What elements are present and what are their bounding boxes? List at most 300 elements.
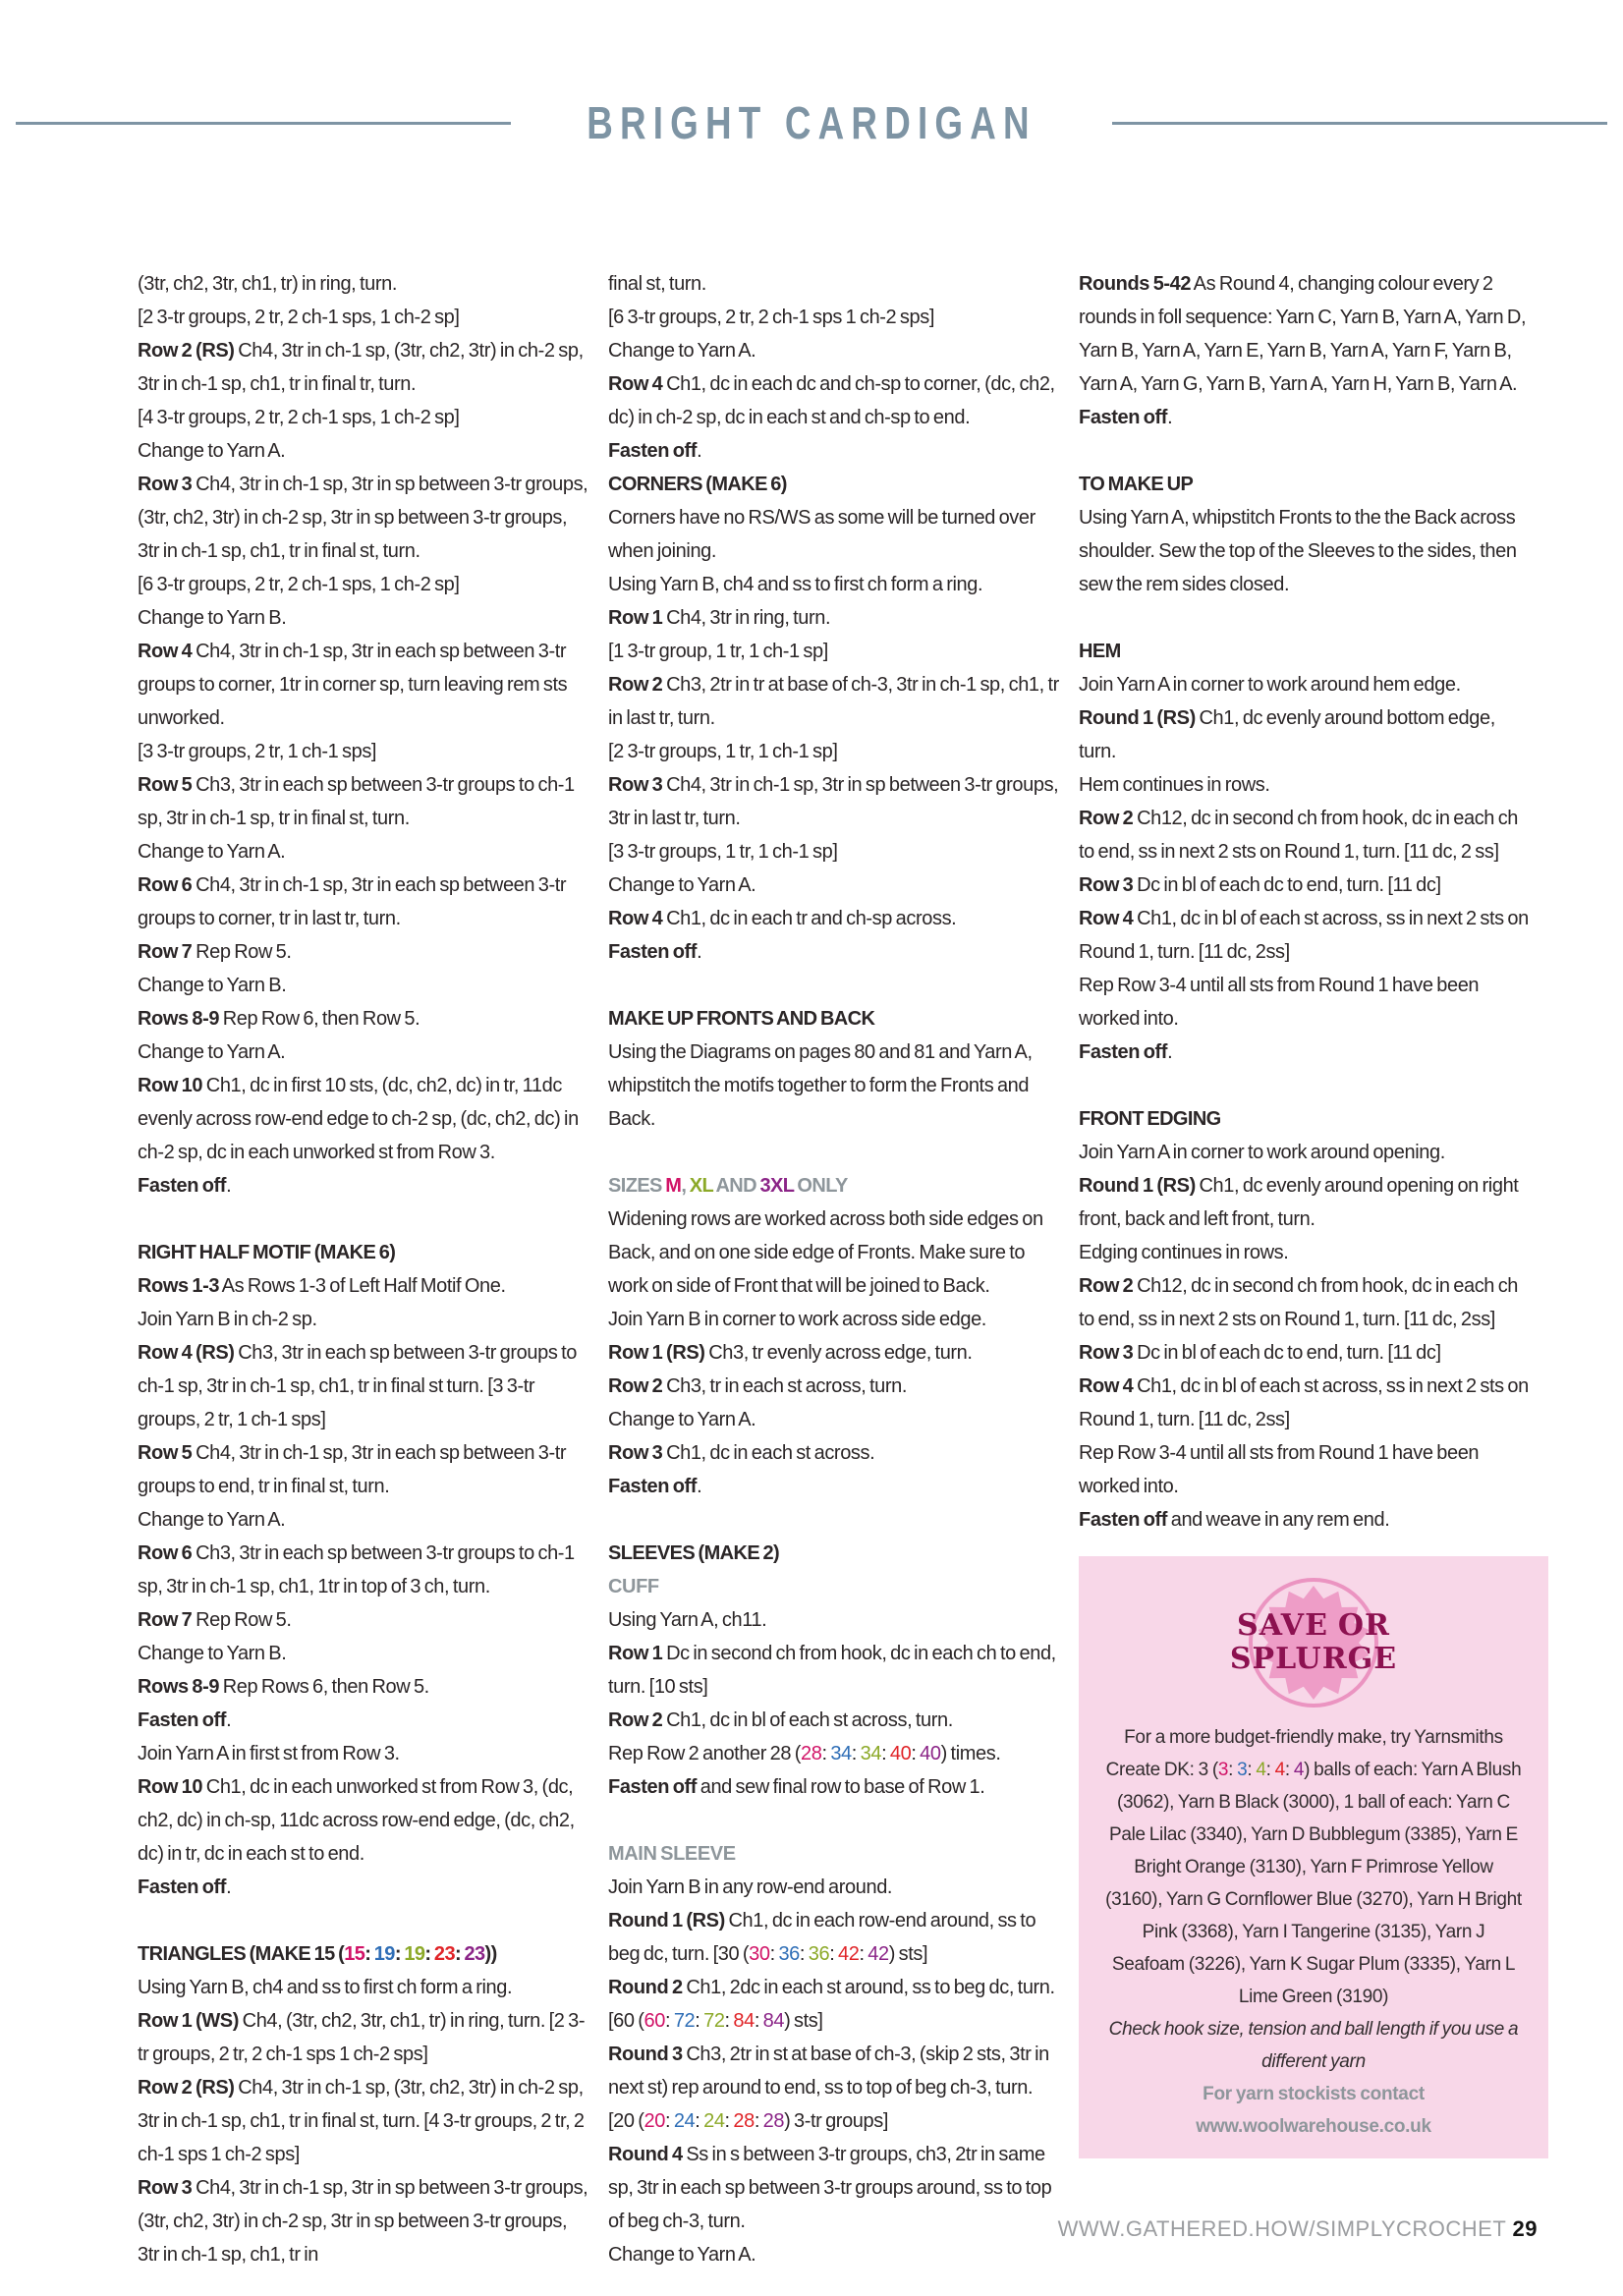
text-run: ) 3-tr groups] — [784, 2110, 888, 2132]
pattern-paragraph — [138, 1537, 591, 1603]
text-run: Round 4 — [608, 2144, 683, 2165]
text-run: www.woolwarehouse.co.uk — [1196, 2116, 1431, 2137]
text-run: Join Yarn A in corner to work around hem edge. — [1079, 674, 1461, 696]
pattern-paragraph — [1079, 1136, 1533, 1169]
text-run: TRIANGLES (MAKE 15 ( — [138, 1943, 345, 1965]
text-run: Ch4, 3tr in ch-1 sp, 3tr in sp between 3-tr groups, (3tr, ch2, 3tr) in ch-2 sp, 3tr in sp between 3-tr groups, 3tr in ch-1 sp, ch1, tr in — [138, 2177, 588, 2266]
pattern-paragraph — [1079, 1036, 1533, 1069]
text-run: Using Yarn B, ch4 and ss to first ch form a ring. — [608, 574, 983, 595]
pattern-paragraph — [608, 367, 1062, 434]
pattern-paragraph — [608, 2104, 1062, 2138]
text-run: : — [911, 1743, 921, 1764]
text-run: Dc in bl of each dc to end, turn. [11 dc] — [1133, 1342, 1441, 1364]
text-run: 34 — [830, 1743, 852, 1764]
text-run: ONLY — [793, 1175, 848, 1197]
text-run: FRONT EDGING — [1079, 1108, 1221, 1130]
pattern-paragraph — [608, 935, 1062, 969]
pattern-paragraph — [138, 1971, 591, 2004]
text-run: Row 4 — [138, 641, 193, 662]
text-run: Row 3 — [608, 1442, 663, 1464]
pattern-paragraph — [608, 2038, 1062, 2104]
text-run: Row 3 — [608, 774, 663, 796]
badge-line-1: SAVE OR — [1237, 1608, 1390, 1643]
pattern-paragraph — [608, 835, 1062, 868]
pattern-paragraph — [138, 935, 591, 969]
text-run: : — [454, 1943, 465, 1965]
pattern-paragraph — [608, 1737, 1062, 1770]
text-run: Using Yarn A, whipstitch Fronts to the the Back across shoulder. Sew the top of the Sleeves to the sides, then sew the rem sides closed. — [1079, 507, 1517, 595]
text-run: Ch1, dc in bl of each st across, ss in next 2 sts on Round 1, turn. [11 dc, 2ss] — [1079, 1375, 1529, 1430]
page-title: BRIGHT CARDIGAN — [587, 97, 1036, 148]
text-run: Fasten off — [1079, 407, 1168, 428]
text-run: Ch1, dc in bl of each st across, turn. — [662, 1709, 953, 1731]
text-run: 72 — [703, 2010, 725, 2032]
text-run: Change to Yarn A. — [608, 1409, 756, 1430]
section-heading — [608, 468, 1062, 501]
pattern-paragraph — [138, 1670, 591, 1704]
text-run: Row 10 — [138, 1776, 203, 1798]
pattern-paragraph — [608, 1303, 1062, 1336]
text-run: 60 — [644, 2010, 665, 2032]
text-run: : — [829, 1943, 839, 1965]
pattern-paragraph — [138, 1603, 591, 1637]
text-run: AND — [712, 1175, 760, 1197]
text-run: RIGHT HALF MOTIF (MAKE 6) — [138, 1242, 396, 1263]
text-run: Join Yarn A in corner to work around opening. — [1079, 1142, 1445, 1163]
text-run: [3 3-tr groups, 1 tr, 1 ch-1 sp] — [608, 841, 838, 863]
text-run: Change to Yarn A. — [608, 340, 756, 362]
text-run: Change to Yarn A. — [608, 2244, 756, 2266]
text-run: Ch1, dc evenly around opening on right front, back and left front, turn. — [1079, 1175, 1519, 1230]
paragraph-gap — [1079, 434, 1533, 468]
text-run: Ch4, 3tr in ch-1 sp, 3tr in each sp between 3-tr groups to corner, tr in last tr, turn. — [138, 874, 567, 929]
text-run: Ch1, dc in bl of each st across, ss in next 2 sts on Round 1, turn. [11 dc, 2ss] — [1079, 908, 1529, 963]
text-run: Ch4, (3tr, ch2, 3tr, ch1, tr) in ring, turn. [2 3-tr groups, 2 tr, 2 ch-1 sps 1 ch-2 sps] — [138, 2010, 586, 2065]
pattern-paragraph — [138, 1036, 591, 1069]
text-run: 84 — [733, 2010, 755, 2032]
text-run: Ch4, 3tr in ch-1 sp, (3tr, ch2, 3tr) in ch-2 sp, 3tr in ch-1 sp, ch1, tr in final tr, turn. — [138, 340, 584, 395]
text-run: CORNERS (MAKE 6) — [608, 474, 787, 495]
pattern-column-3 — [1079, 267, 1533, 2271]
text-run: Ch4, 3tr in ch-1 sp, 3tr in each sp between 3-tr groups to end, tr in final st, turn. — [138, 1442, 567, 1497]
text-run: Fasten off — [1079, 1509, 1168, 1531]
pattern-paragraph — [1104, 2078, 1523, 2110]
page-footer — [1058, 2216, 1538, 2242]
text-run: Fasten off — [138, 1876, 227, 1898]
pattern-paragraph — [608, 601, 1062, 635]
text-run: : — [664, 2010, 674, 2032]
text-run: 23 — [433, 1943, 455, 1965]
text-run: XL — [689, 1175, 713, 1197]
section-heading — [1079, 468, 1533, 501]
text-run: [2 3-tr groups, 2 tr, 2 ch-1 sps, 1 ch-2 sp] — [138, 307, 460, 328]
text-run: HEM — [1079, 641, 1121, 662]
text-run: Ch1, dc in each row-end around, ss to beg dc, turn. [30 ( — [608, 1910, 1036, 1965]
text-run: 30 — [749, 1943, 770, 1965]
text-run: Row 6 — [138, 1542, 193, 1564]
text-run: Row 1 — [608, 607, 663, 629]
splurge-paragraphs — [1104, 1721, 1523, 2143]
text-run: Ch4, 3tr in ch-1 sp, (3tr, ch2, 3tr) in ch-2 sp, 3tr in ch-1 sp, ch1, tr in final st, turn. [4 3-tr groups, 2 tr, 2 ch-1 sps 1 ch-2 sps] — [138, 2077, 585, 2165]
text-run: Change to Yarn B. — [138, 1643, 287, 1664]
text-run: Rep Row 5. — [192, 1609, 292, 1631]
text-run: Row 3 — [1079, 874, 1134, 896]
text-run: Hem continues in rows. — [1079, 774, 1270, 796]
text-run: Row 4 — [608, 908, 663, 929]
pattern-paragraph — [608, 635, 1062, 668]
sub-heading — [608, 1837, 1062, 1871]
pattern-paragraph — [1079, 501, 1533, 601]
text-run: Row 2 — [1079, 808, 1134, 829]
text-run: 4 — [1274, 1760, 1285, 1780]
text-run: Row 7 — [138, 1609, 193, 1631]
text-run: . — [1167, 407, 1173, 428]
text-run: ) sts] — [888, 1943, 928, 1965]
text-run: Row 4 — [608, 373, 663, 395]
pattern-paragraph — [608, 768, 1062, 835]
text-run: Rows 1-3 — [138, 1275, 220, 1297]
pattern-paragraph — [1079, 768, 1533, 802]
text-run: : — [695, 2110, 704, 2132]
pattern-paragraph — [138, 969, 591, 1002]
text-run: Row 3 — [1079, 1342, 1134, 1364]
text-run: Change to Yarn A. — [138, 1041, 286, 1063]
text-run: ) balls of each: Yarn A Blush (3062), Yarn B Black (3000), 1 ball of each: Yarn C Pale Lilac (3340), Yarn D Bubblegum (3385), Yarn E Bright Orange (3130), Yarn F Primrose Yellow (3160), Yarn G Cornflower Blue (3270), Yarn H Bright Pink (3368), Yarn I Tangerine (3135), Yarn J Seafoam (3226), Yarn K Sugar Plum (3335), Yarn L Lime Green (3190) — [1105, 1760, 1522, 2007]
text-run: and weave in any rem end. — [1167, 1509, 1390, 1531]
text-run: [20 ( — [608, 2110, 644, 2132]
text-run: For yarn stockists contact — [1203, 2084, 1425, 2104]
text-run: Row 2 (RS) — [138, 2077, 235, 2099]
pattern-paragraph — [608, 902, 1062, 935]
pattern-paragraph — [1079, 1503, 1533, 1537]
text-run: : — [724, 2110, 734, 2132]
pattern-paragraph — [608, 301, 1062, 334]
save-or-splurge-badge — [1186, 1574, 1441, 1711]
badge-text — [1147, 1609, 1481, 1676]
paragraph-gap — [1079, 1069, 1533, 1102]
pattern-paragraph — [1104, 2110, 1523, 2143]
pattern-paragraph — [138, 2071, 591, 2171]
text-run: Row 10 — [138, 1075, 203, 1096]
pattern-paragraph — [608, 434, 1062, 468]
pattern-paragraph — [138, 1269, 591, 1303]
masthead — [16, 98, 1607, 147]
pattern-paragraph — [1104, 1721, 1523, 2013]
pattern-paragraph — [608, 1203, 1062, 1303]
text-run: Dc in bl of each dc to end, turn. [11 dc] — [1133, 874, 1441, 896]
masthead-rule-left — [16, 122, 511, 125]
pattern-paragraph — [1079, 868, 1533, 902]
text-run: Rep Row 6, then Row 5. — [219, 1008, 420, 1030]
text-run: Join Yarn A in first st from Row 3. — [138, 1743, 400, 1764]
text-run: 84 — [762, 2010, 785, 2032]
pattern-paragraph — [608, 334, 1062, 367]
text-run: Row 2 — [608, 1375, 663, 1397]
text-run: Ch3, tr in each st across, turn. — [662, 1375, 908, 1397]
text-run: Ch1, dc evenly around bottom edge, turn. — [1079, 707, 1495, 762]
text-run: : — [859, 1943, 868, 1965]
text-run: Row 5 — [138, 1442, 193, 1464]
text-run: Join Yarn B in any row-end around. — [608, 1876, 893, 1898]
text-run: Round 3 — [608, 2044, 683, 2065]
text-run: , — [681, 1175, 690, 1197]
save-or-splurge-box — [1079, 1556, 1548, 2158]
text-run: 72 — [673, 2010, 696, 2032]
text-run: Rep Row 3-4 until all sts from Round 1 have been worked into. — [1079, 1442, 1480, 1497]
text-run: Change to Yarn B. — [138, 975, 287, 996]
text-run: ) sts] — [784, 2010, 823, 2032]
text-run: Row 2 — [608, 674, 663, 696]
text-run: Ch3, tr evenly across edge, turn. — [704, 1342, 973, 1364]
text-run: 3 — [1217, 1760, 1229, 1780]
pattern-paragraph — [138, 735, 591, 768]
text-run: : — [1228, 1760, 1238, 1780]
text-run: Fasten off — [138, 1175, 227, 1197]
text-run: . — [226, 1876, 232, 1898]
text-run: : — [695, 2010, 704, 2032]
text-run: SIZES — [608, 1175, 666, 1197]
pattern-paragraph — [138, 334, 591, 401]
text-run: Rep Row 2 another 28 ( — [608, 1743, 802, 1764]
text-run: Ss in s between 3-tr groups, ch3, 2tr in same sp, 3tr in each sp between 3-tr groups around, ss to top of beg ch-3, turn. — [608, 2144, 1052, 2232]
pattern-paragraph — [608, 1770, 1062, 1804]
pattern-paragraph — [138, 1336, 591, 1436]
pattern-paragraph — [138, 2004, 591, 2071]
text-run: Corners have no RS/WS as some will be turned over when joining. — [608, 507, 1035, 562]
text-run: Rows 8-9 — [138, 1676, 220, 1698]
text-run: : — [881, 1743, 890, 1764]
pattern-paragraph — [608, 735, 1062, 768]
pattern-paragraph — [1079, 1370, 1533, 1436]
pattern-paragraph — [138, 868, 591, 935]
text-run: Ch1, dc in first 10 sts, (dc, ch2, dc) in tr, 11dc evenly across row-end edge to ch-2 sp, (dc, ch2, dc) in ch-2 sp, dc in each unworked st from Row 3. — [138, 1075, 579, 1163]
text-run: : — [664, 2110, 674, 2132]
text-run: 40 — [920, 1743, 941, 1764]
text-run: Rep Row 5. — [192, 941, 292, 963]
section-heading — [138, 1236, 591, 1269]
text-run: Ch4, 3tr in ch-1 sp, 3tr in sp between 3-tr groups, (3tr, ch2, 3tr) in ch-2 sp, 3tr in sp between 3-tr groups, 3tr in ch-1 sp, ch1, tr in final st, turn. — [138, 474, 588, 562]
text-run: Change to Yarn A. — [138, 841, 286, 863]
pattern-paragraph — [138, 1436, 591, 1503]
pattern-paragraph — [138, 2171, 591, 2271]
text-run: Row 5 — [138, 774, 193, 796]
text-run: 36 — [808, 1943, 830, 1965]
text-run: Ch1, dc in each tr and ch-sp across. — [662, 908, 957, 929]
text-run: 24 — [673, 2110, 696, 2132]
pattern-paragraph — [138, 468, 591, 568]
text-run: . — [226, 1175, 232, 1197]
paragraph-gap — [1079, 601, 1533, 635]
text-run: Ch3, 2tr in st at base of ch-3, (skip 2 sts, 3tr in next st) rep around to end, ss to top of beg ch-3, turn. — [608, 2044, 1049, 2099]
text-run: final st, turn. — [608, 273, 706, 295]
text-run: M — [665, 1175, 682, 1197]
text-run: MAIN SLEEVE — [608, 1843, 736, 1865]
pattern-paragraph — [608, 868, 1062, 902]
text-run: 28 — [762, 2110, 785, 2132]
pattern-paragraph — [138, 1704, 591, 1737]
text-run: Row 4 — [1079, 1375, 1134, 1397]
pattern-paragraph — [138, 1737, 591, 1770]
text-run: )) — [484, 1943, 497, 1965]
badge-line-2: SPLURGE — [1229, 1642, 1398, 1676]
text-run: Rep Row 3-4 until all sts from Round 1 have been worked into. — [1079, 975, 1480, 1030]
pattern-paragraph — [608, 1370, 1062, 1403]
text-run: Row 1 — [608, 1643, 663, 1664]
pattern-paragraph — [608, 1603, 1062, 1637]
pattern-paragraph — [138, 434, 591, 468]
text-run: Change to Yarn A. — [138, 1509, 286, 1531]
text-run: : — [394, 1943, 405, 1965]
text-run: Fasten off — [608, 1776, 698, 1798]
text-run: : — [724, 2010, 734, 2032]
text-run: Round 1 (RS) — [1079, 707, 1196, 729]
text-run: Ch12, dc in second ch from hook, dc in each ch to end, ss in next 2 sts on Round 1, turn. [11 dc, 2ss] — [1079, 1275, 1519, 1330]
text-run: [6 3-tr groups, 2 tr, 2 ch-1 sps 1 ch-2 sps] — [608, 307, 935, 328]
pattern-paragraph — [1079, 668, 1533, 701]
text-run: Dc in second ch from hook, dc in each ch to end, turn. [10 sts] — [608, 1643, 1056, 1698]
text-run: : — [821, 1743, 831, 1764]
text-run: Round 2 — [608, 1977, 683, 1998]
pattern-paragraph — [138, 1303, 591, 1336]
pattern-paragraph — [138, 835, 591, 868]
text-run: Row 4 — [1079, 908, 1134, 929]
pattern-columns — [138, 267, 1533, 2271]
paragraph-gap — [138, 1904, 591, 1937]
section-heading — [608, 1537, 1062, 1570]
text-run: Ch4, 3tr in ring, turn. — [662, 607, 831, 629]
pattern-paragraph — [608, 1904, 1062, 1971]
text-run: Ch3, 3tr in each sp between 3-tr groups to ch-1 sp, 3tr in ch-1 sp, ch1, 1tr in top of 3 ch, turn. — [138, 1542, 575, 1597]
text-run: : — [424, 1943, 434, 1965]
text-run: Round 1 (RS) — [608, 1910, 725, 1932]
pattern-paragraph — [1079, 401, 1533, 434]
pattern-paragraph — [1079, 1236, 1533, 1269]
text-run: Ch1, 2dc in each st around, ss to beg dc, turn. [60 ( — [608, 1977, 1055, 2032]
pattern-paragraph — [138, 635, 591, 735]
pattern-paragraph — [608, 668, 1062, 735]
text-run: Join Yarn B in corner to work across side edge. — [608, 1309, 986, 1330]
pattern-paragraph — [608, 1637, 1062, 1704]
pattern-paragraph — [1079, 267, 1533, 401]
section-heading — [1079, 635, 1533, 668]
text-run: Row 7 — [138, 941, 193, 963]
text-run: Join Yarn B in ch-2 sp. — [138, 1309, 317, 1330]
text-run: Ch1, dc in each st across. — [662, 1442, 875, 1464]
text-run: As Rows 1-3 of Left Half Motif One. — [219, 1275, 506, 1297]
text-run: : — [1284, 1760, 1294, 1780]
text-run: 40 — [889, 1743, 912, 1764]
pattern-paragraph — [138, 601, 591, 635]
text-run: Row 2 — [1079, 1275, 1134, 1297]
text-run: : — [364, 1943, 374, 1965]
pattern-paragraph — [138, 1637, 591, 1670]
page-number: 29 — [1512, 2216, 1538, 2241]
text-run: 4 — [1293, 1760, 1305, 1780]
pattern-paragraph — [608, 1470, 1062, 1503]
pattern-paragraph — [608, 2138, 1062, 2238]
text-run: Ch4, 3tr in ch-1 sp, 3tr in sp between 3-tr groups, 3tr in last tr, turn. — [608, 774, 1059, 829]
text-run: Row 6 — [138, 874, 193, 896]
text-run: Row 3 — [138, 474, 193, 495]
text-run: Using the Diagrams on pages 80 and 81 and Yarn A, whipstitch the motifs together to form the Fronts and Back. — [608, 1041, 1033, 1130]
text-run: 24 — [703, 2110, 725, 2132]
text-run: Change to Yarn B. — [138, 607, 287, 629]
text-run: : — [754, 2110, 763, 2132]
text-run: 23 — [464, 1943, 485, 1965]
pattern-paragraph — [138, 1069, 591, 1169]
text-run: Change to Yarn A. — [608, 874, 756, 896]
pattern-paragraph — [138, 1503, 591, 1537]
text-run: Rep Rows 6, then Row 5. — [219, 1676, 429, 1698]
text-run: Ch3, 3tr in each sp between 3-tr groups to ch-1 sp, 3tr in ch-1 sp, ch1, tr in final st turn. [3 3-tr groups, 2 tr, 1 ch-1 sps] — [138, 1342, 577, 1430]
text-run: Ch3, 3tr in each sp between 3-tr groups to ch-1 sp, 3tr in ch-1 sp, tr in final st, turn. — [138, 774, 575, 829]
text-run: Row 2 (RS) — [138, 340, 235, 362]
pattern-paragraph — [608, 1871, 1062, 1904]
text-run: Rows 8-9 — [138, 1008, 220, 1030]
section-heading — [608, 1002, 1062, 1036]
text-run: Row 2 — [608, 1709, 663, 1731]
paragraph-gap — [608, 969, 1062, 1002]
text-run: For a more budget-friendly make, try Yarnsmiths Create DK: 3 ( — [1105, 1727, 1503, 1780]
pattern-paragraph — [608, 1336, 1062, 1370]
text-run: : — [1265, 1760, 1275, 1780]
pattern-paragraph — [608, 1971, 1062, 2038]
pattern-paragraph — [1079, 802, 1533, 868]
text-run: Using Yarn B, ch4 and ss to first ch form a ring. — [138, 1977, 513, 1998]
pattern-paragraph — [138, 768, 591, 835]
text-run: : — [1247, 1760, 1257, 1780]
text-run: Fasten off — [608, 941, 698, 963]
text-run: Fasten off — [608, 1476, 698, 1497]
pattern-paragraph — [1079, 902, 1533, 969]
pattern-paragraph — [138, 1770, 591, 1871]
text-run: Widening rows are worked across both side edges on Back, and on one side edge of Fronts. Make sure to work on side of Front that will be joined to Back. — [608, 1208, 1043, 1297]
text-run: Using Yarn A, ch11. — [608, 1609, 767, 1631]
text-run: Fasten off — [608, 440, 698, 462]
section-heading — [1079, 1102, 1533, 1136]
pattern-paragraph — [608, 267, 1062, 301]
paragraph-gap — [608, 1804, 1062, 1837]
text-run: Ch3, 2tr in tr at base of ch-3, 3tr in ch-1 sp, ch1, tr in last tr, turn. — [608, 674, 1059, 729]
text-run: [2 3-tr groups, 1 tr, 1 ch-1 sp] — [608, 741, 838, 762]
masthead-rule-right — [1112, 122, 1607, 125]
paragraph-gap — [608, 1503, 1062, 1537]
pattern-paragraph — [138, 301, 591, 334]
text-run: . — [697, 1476, 702, 1497]
text-run: As Round 4, changing colour every 2 rounds in foll sequence: Yarn C, Yarn B, Yarn A, Yarn D, Yarn B, Yarn A, Yarn E, Yarn B, Yarn A, Yarn F, Yarn B, Yarn A, Yarn G, Yarn B, Yarn A, Yarn H, Yarn B, Yarn A. — [1079, 273, 1527, 395]
text-run: [1 3-tr group, 1 tr, 1 ch-1 sp] — [608, 641, 828, 662]
text-run: Fasten off — [1079, 1041, 1168, 1063]
text-run: . — [697, 941, 702, 963]
text-run: . — [1167, 1041, 1173, 1063]
footer-url: WWW.GATHERED.HOW/SIMPLYCROCHET — [1057, 2216, 1506, 2241]
text-run: Fasten off — [138, 1709, 227, 1731]
text-run: 42 — [867, 1943, 889, 1965]
pattern-column-1 — [138, 267, 591, 2271]
text-run: 3 — [1237, 1760, 1248, 1780]
text-run: Round 1 (RS) — [1079, 1175, 1196, 1197]
text-run: 28 — [733, 2110, 755, 2132]
text-run: 15 — [344, 1943, 365, 1965]
pattern-paragraph — [138, 568, 591, 601]
text-run: 19 — [373, 1943, 395, 1965]
pattern-paragraph — [608, 1436, 1062, 1470]
text-run: 19 — [404, 1943, 425, 1965]
pattern-paragraph — [138, 267, 591, 301]
text-run: SLEEVES (MAKE 2) — [608, 1542, 780, 1564]
text-run: Row 1 (RS) — [608, 1342, 705, 1364]
pattern-paragraph — [1079, 701, 1533, 768]
